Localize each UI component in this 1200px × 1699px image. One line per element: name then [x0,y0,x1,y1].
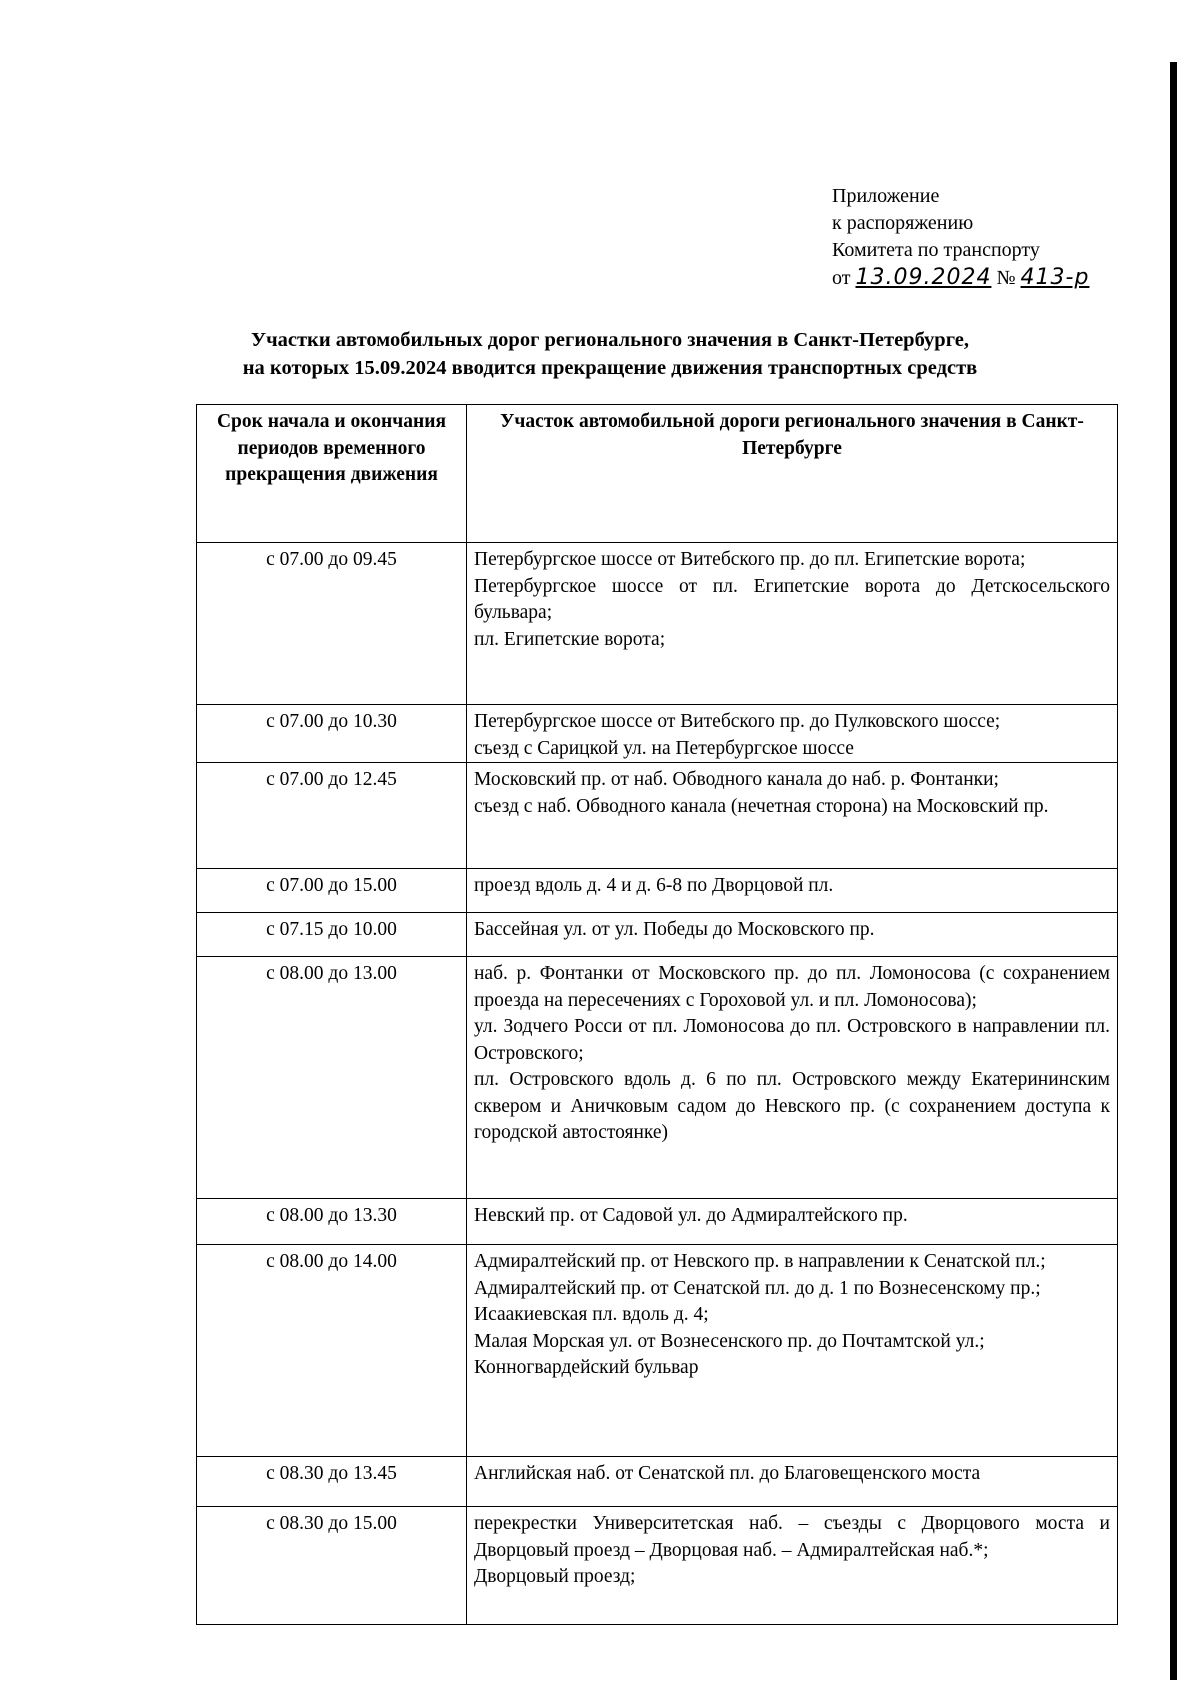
road-section: Английская наб. от Сенатской пл. до Благовещенского моста [474,1463,981,1484]
appendix-line-1: Приложение [832,185,940,207]
appendix-line-2: к распоряжению [832,212,974,234]
table-row [197,957,1118,1199]
road-section: съезд с наб. Обводного канала (нечетная сторона) на Московский пр. [474,795,1049,817]
header-section: Участок автомобильной дороги регионального значения в Санкт-Петербурге [467,405,1118,543]
road-section: Исаакиевская пл. вдоль д. 4; [474,1304,709,1325]
table-row [197,1199,1118,1245]
road-section: съезд с Сарицкой ул. на Петербургское шоссе [474,737,854,759]
road-section: Малая Морская ул. от Вознесенского пр. до Почтамтской ул.; [474,1330,985,1352]
road-section: перекрестки Университетская наб. – съезды с Дворцового моста и Дворцовый проезд – Дворцовая наб. – Адмиралтейская наб.*; [474,1513,1110,1561]
document-title [150,326,1070,382]
road-section: пл. Египетские ворота; [474,628,666,650]
table-row [197,1507,1118,1625]
road-section: Петербургское шоссе от Витебского пр. до Пулковского шоссе; [474,711,1001,732]
table-body [197,543,1118,1625]
period-cell: с 08.00 до 13.30 [197,1199,467,1245]
road-section: Дворцовый проезд; [474,1566,636,1587]
table-row [197,1457,1118,1507]
road-section: ул. Зодчего Росси от пл. Ломоносова до пл. Островского в направлении пл. Островского; [474,1016,1110,1064]
road-section: Адмиралтейский пр. от Сенатской пл. до д. 1 по Вознесенскому пр.; [474,1277,1041,1299]
header-period: Срок начала и окончания периодов временного прекращения движения [197,405,467,543]
table-row [197,543,1118,705]
section-cell [467,1457,1118,1507]
section-cell [467,913,1118,957]
section-cell [467,705,1118,763]
road-section: проезд вдоль д. 4 и д. 6-8 по Дворцовой пл. [474,875,834,896]
road-section: Конногвардейский бульвар [474,1357,699,1378]
appendix-date-number [832,264,1089,292]
table-row [197,705,1118,763]
road-section: Бассейная ул. от ул. Победы до Московского пр. [474,919,875,940]
road-section: Московский пр. от наб. Обводного канала до наб. р. Фонтанки; [474,769,999,790]
period-cell: с 08.00 до 13.00 [197,957,467,1199]
period-cell: с 07.00 до 15.00 [197,869,467,913]
appendix-line-3: Комитета по транспорту [832,239,1040,261]
road-section: наб. р. Фонтанки от Московского пр. до пл. Ломоносова (с сохранением проезда на пересечениях с Гороховой ул. и пл. Ломоносова); [474,963,1110,1011]
period-cell: с 07.00 до 09.45 [197,543,467,705]
road-section: Петербургское шоссе от пл. Египетские ворота до Детскосельского бульвара; [474,575,1110,623]
section-cell [467,869,1118,913]
handwritten-date: 13.09.2024 [855,265,992,290]
title-line-1: Участки автомобильных дорог регионального значения в Санкт-Петербурге, [251,329,969,351]
table-row [197,869,1118,913]
handwritten-number: 413-р [1020,265,1090,290]
road-section: Петербургское шоссе от Витебского пр. до пл. Египетские ворота; [474,549,1026,570]
closure-table [196,404,1118,1625]
period-cell: с 08.30 до 15.00 [197,1507,467,1625]
table-row [197,913,1118,957]
section-cell [467,957,1118,1199]
table-header-row [197,405,1118,543]
table-row [197,763,1118,869]
period-cell: с 07.00 до 10.30 [197,705,467,763]
number-prefix: № [996,267,1016,289]
appendix-block [832,183,1089,292]
road-section: Адмиралтейский пр. от Невского пр. в направлении к Сенатской пл.; [474,1251,1046,1272]
period-cell: с 08.30 до 13.45 [197,1457,467,1507]
section-cell [467,1199,1118,1245]
road-section: Невский пр. от Садовой ул. до Адмиралтейского пр. [474,1205,908,1226]
section-cell [467,763,1118,869]
period-cell: с 07.00 до 12.45 [197,763,467,869]
road-section: пл. Островского вдоль д. 6 по пл. Островского между Екатерининским сквером и Аничковым садом до Невского пр. (с сохранением доступа к городской автостоянке) [474,1069,1110,1143]
table-row [197,1245,1118,1457]
section-cell [467,1245,1118,1457]
section-cell [467,543,1118,705]
section-cell [467,1507,1118,1625]
date-prefix: от [832,267,851,289]
period-cell: с 08.00 до 14.00 [197,1245,467,1457]
title-line-2: на которых 15.09.2024 вводится прекращение движения транспортных средств [242,357,978,379]
scan-edge-bar [1170,62,1177,1680]
period-cell: с 07.15 до 10.00 [197,913,467,957]
